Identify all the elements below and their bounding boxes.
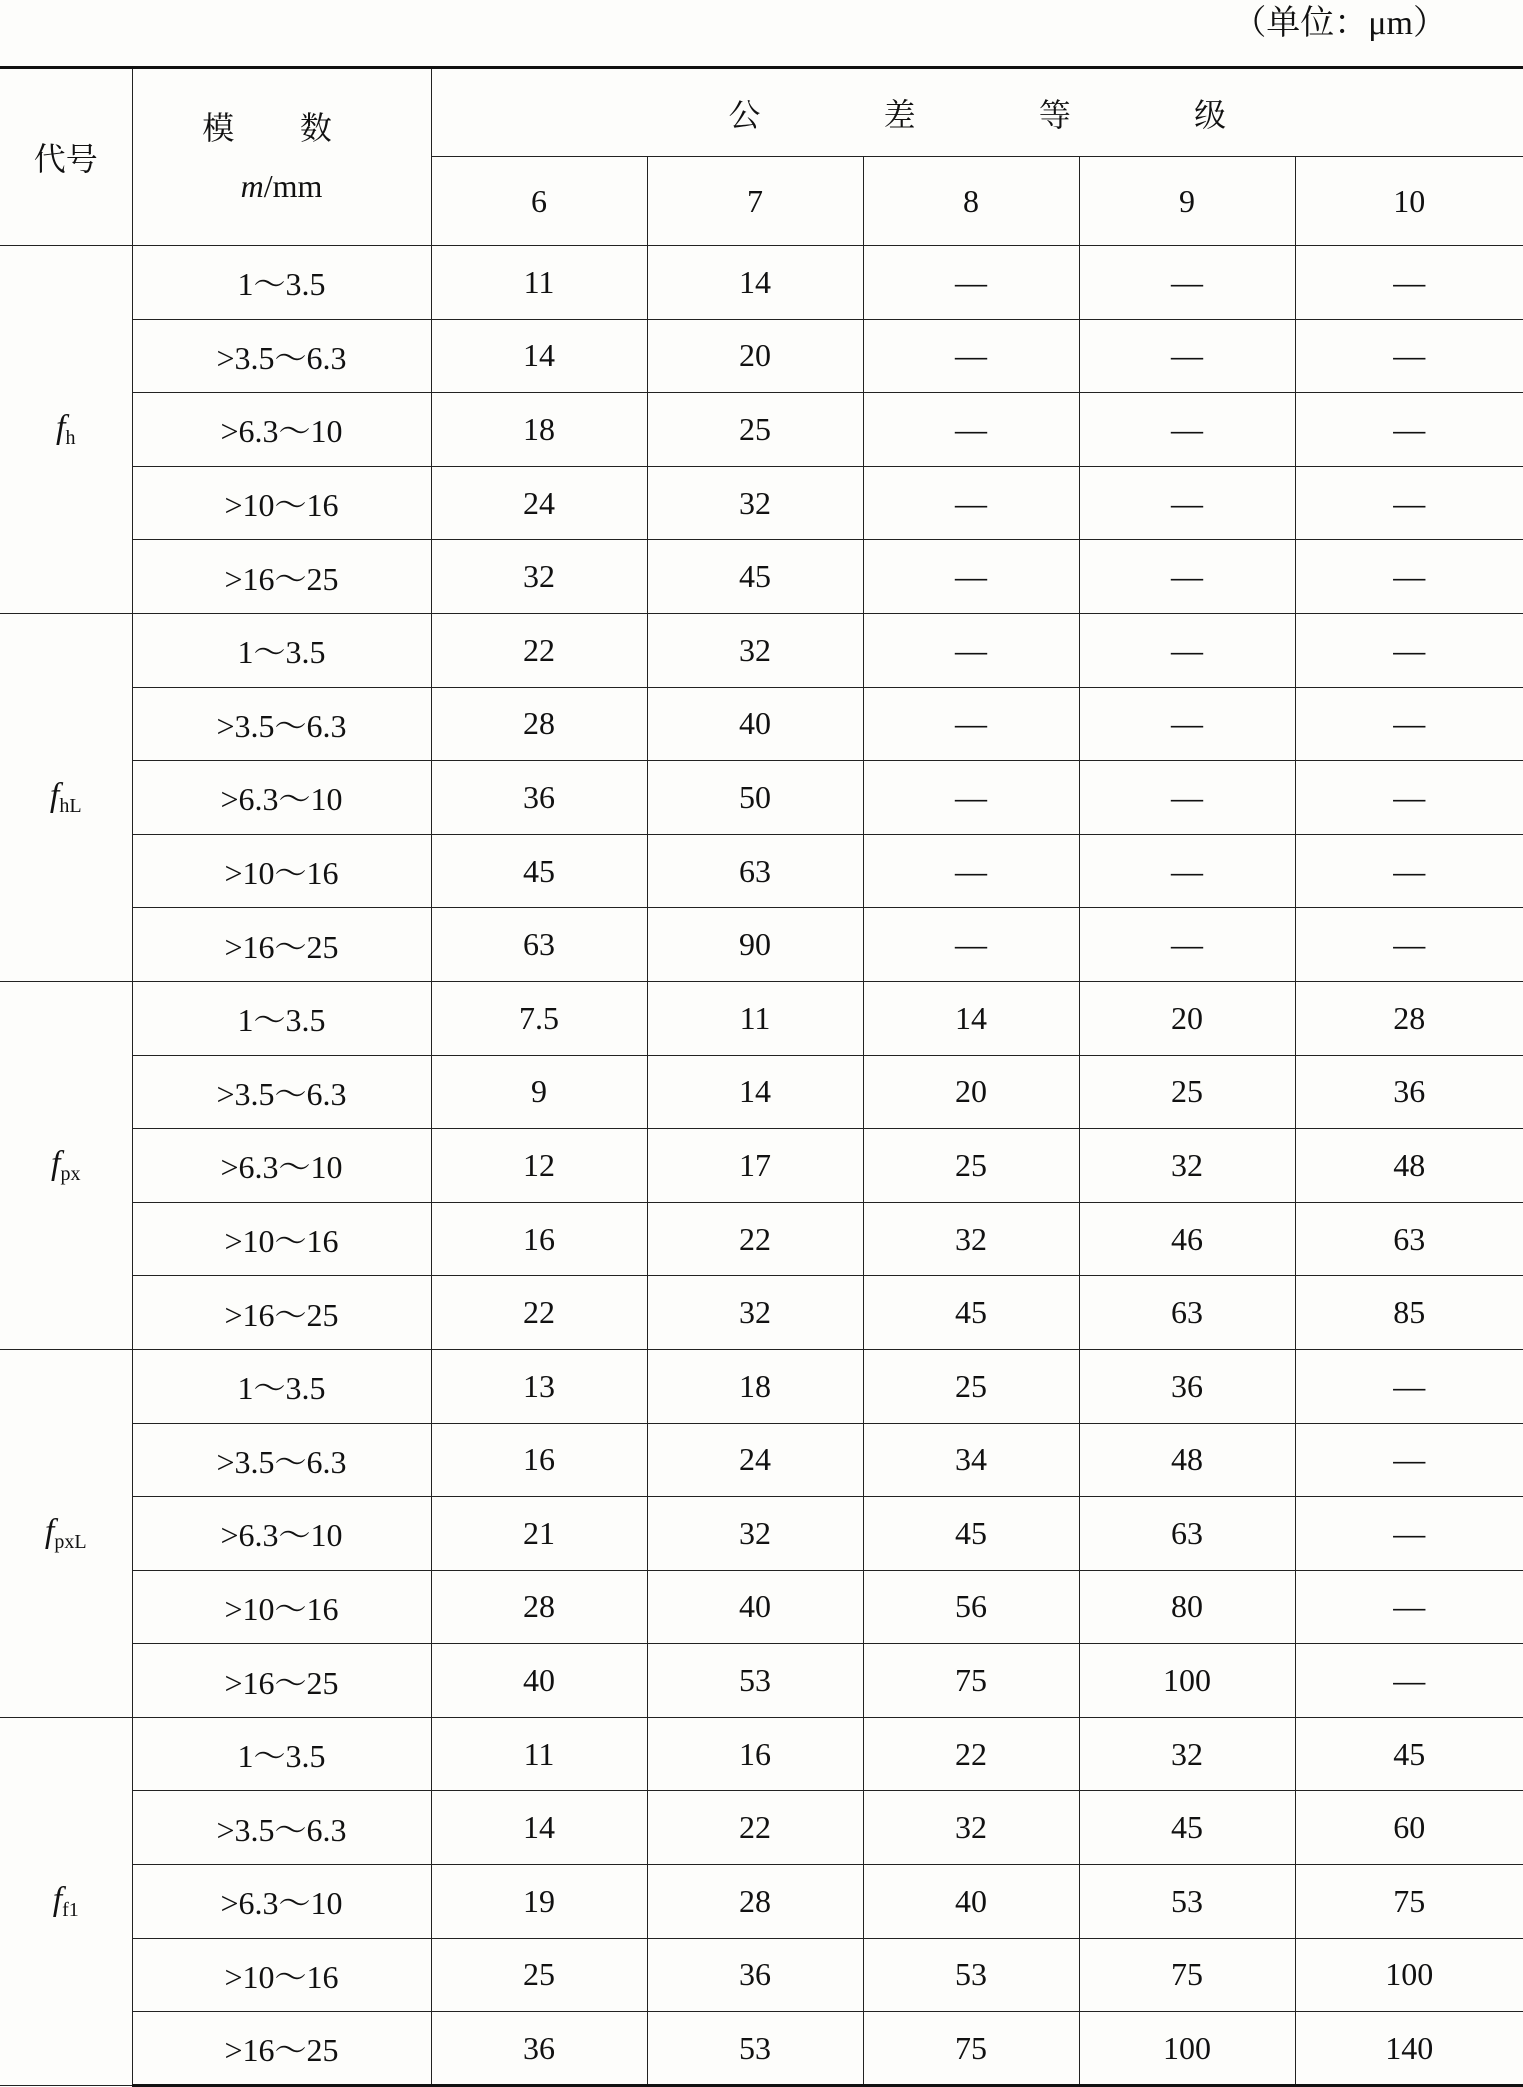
value-cell: 24 [647,1423,863,1497]
table-row [0,1129,1523,1203]
module-cell: >10～16 [132,834,431,908]
value-cell: 75 [1295,1865,1523,1939]
value-cell: — [1295,687,1523,761]
value-cell: — [1295,319,1523,393]
value-cell: 7.5 [431,981,647,1055]
value-cell: — [1079,687,1295,761]
module-cell: >10～16 [132,466,431,540]
value-cell: 16 [647,1717,863,1791]
value-cell: — [1295,1423,1523,1497]
value-cell: 16 [431,1423,647,1497]
value-cell: 25 [863,1349,1079,1423]
code-symbol: $f_{px}$ [51,1144,81,1185]
value-cell: — [1295,908,1523,982]
value-cell: 22 [431,1276,647,1350]
table-row [0,761,1523,835]
value-cell: 14 [431,1791,647,1865]
value-cell: 48 [1295,1129,1523,1203]
value-cell: 32 [647,613,863,687]
value-cell: — [1079,319,1295,393]
value-cell: — [863,834,1079,908]
grade-7: 7 [647,157,863,246]
value-cell: 50 [647,761,863,835]
module-cell: >10～16 [132,1202,431,1276]
value-cell: 14 [431,319,647,393]
value-cell: 25 [863,1129,1079,1203]
value-cell: — [1079,540,1295,614]
module-cell: >6.3～10 [132,1497,431,1571]
table-row [0,1497,1523,1571]
value-cell: — [863,613,1079,687]
code-symbol: $f_{pxL}$ [44,1512,87,1553]
value-cell: 46 [1079,1202,1295,1276]
value-cell: 63 [1295,1202,1523,1276]
module-cell: >16～25 [132,1644,431,1718]
value-cell: — [1295,1644,1523,1718]
value-cell: 75 [1079,1938,1295,2012]
value-cell: 11 [431,246,647,320]
code-symbol: $f_{hL}$ [49,776,82,817]
code-cell [0,981,132,1349]
value-cell: 75 [863,2012,1079,2086]
value-cell: 9 [431,1055,647,1129]
grade-8: 8 [863,157,1079,246]
value-cell: 75 [863,1644,1079,1718]
value-cell: 32 [431,540,647,614]
value-cell: 12 [431,1129,647,1203]
module-cell: >3.5～6.3 [132,1791,431,1865]
value-cell: 25 [1079,1055,1295,1129]
module-title: 模 数 [202,110,361,146]
code-cell [0,1717,132,2085]
value-cell: — [1295,1497,1523,1571]
value-cell: 32 [1079,1717,1295,1791]
value-cell: 100 [1079,2012,1295,2086]
value-cell: — [1295,246,1523,320]
value-cell: 40 [647,1570,863,1644]
table-row [0,1791,1523,1865]
value-cell: 53 [863,1938,1079,2012]
value-cell: 17 [647,1129,863,1203]
value-cell: 63 [1079,1276,1295,1350]
value-cell: — [863,393,1079,467]
value-cell: 45 [1295,1717,1523,1791]
table-row [0,393,1523,467]
value-cell: 53 [647,2012,863,2086]
value-cell: 53 [647,1644,863,1718]
value-cell: 40 [431,1644,647,1718]
module-cell: >16～25 [132,540,431,614]
module-cell: 1～3.5 [132,981,431,1055]
value-cell: — [863,687,1079,761]
module-cell: >10～16 [132,1938,431,2012]
code-cell [0,246,132,614]
value-cell: — [1079,613,1295,687]
value-cell: 32 [863,1202,1079,1276]
value-cell: 20 [863,1055,1079,1129]
table-row [0,834,1523,908]
value-cell: — [1079,761,1295,835]
module-cell: >6.3～10 [132,1129,431,1203]
module-cell: >3.5～6.3 [132,1423,431,1497]
value-cell: 53 [1079,1865,1295,1939]
value-cell: 32 [647,1276,863,1350]
value-cell: 63 [647,834,863,908]
value-cell: 20 [1079,981,1295,1055]
module-cell: >3.5～6.3 [132,1055,431,1129]
module-cell: >6.3～10 [132,1865,431,1939]
table-row [0,1570,1523,1644]
value-cell: 14 [647,1055,863,1129]
table-row [0,466,1523,540]
tolerance-table [0,66,1523,2087]
table-row [0,246,1523,320]
value-cell: 13 [431,1349,647,1423]
value-cell: 140 [1295,2012,1523,2086]
module-cell: 1～3.5 [132,1717,431,1791]
value-cell: — [1295,466,1523,540]
table-row [0,1276,1523,1350]
table-row [0,613,1523,687]
module-cell: >3.5～6.3 [132,687,431,761]
value-cell: — [1079,246,1295,320]
value-cell: 32 [647,1497,863,1571]
value-cell: — [1295,1349,1523,1423]
value-cell: 14 [647,246,863,320]
value-cell: 32 [863,1791,1079,1865]
value-cell: 63 [1079,1497,1295,1571]
module-cell: >16～25 [132,2012,431,2086]
module-cell: >6.3～10 [132,761,431,835]
module-cell: >6.3～10 [132,393,431,467]
table-row [0,1865,1523,1939]
value-cell: — [863,466,1079,540]
value-cell: 18 [647,1349,863,1423]
module-cell: 1～3.5 [132,613,431,687]
value-cell: — [1295,761,1523,835]
table-row [0,319,1523,393]
value-cell: 85 [1295,1276,1523,1350]
table-body [0,246,1523,2086]
table-row [0,1349,1523,1423]
value-cell: — [863,761,1079,835]
value-cell: 40 [863,1865,1079,1939]
code-symbol: $f_{f1}$ [52,1880,79,1921]
value-cell: 36 [431,2012,647,2086]
table-row [0,908,1523,982]
table-row [0,540,1523,614]
table-row [0,1055,1523,1129]
value-cell: 19 [431,1865,647,1939]
value-cell: 45 [431,834,647,908]
table-header [0,68,1523,246]
value-cell: — [863,246,1079,320]
value-cell: 22 [647,1202,863,1276]
code-symbol: $f_h$ [56,408,76,449]
value-cell: — [1295,1570,1523,1644]
value-cell: 21 [431,1497,647,1571]
value-cell: 28 [431,1570,647,1644]
value-cell: 90 [647,908,863,982]
value-cell: 20 [647,319,863,393]
value-cell: 28 [1295,981,1523,1055]
value-cell: 25 [647,393,863,467]
value-cell: — [1079,834,1295,908]
value-cell: 36 [647,1938,863,2012]
grade-header: 公 差 等 级 [431,68,1523,157]
code-cell [0,613,132,981]
value-cell: 63 [431,908,647,982]
value-cell: 32 [1079,1129,1295,1203]
value-cell: — [1079,908,1295,982]
value-cell: — [1295,613,1523,687]
module-cell: 1～3.5 [132,1349,431,1423]
value-cell: — [863,319,1079,393]
value-cell: 16 [431,1202,647,1276]
grade-6: 6 [431,157,647,246]
code-cell [0,1349,132,1717]
value-cell: 48 [1079,1423,1295,1497]
module-unit-label: m/mm [240,168,323,204]
value-cell: 60 [1295,1791,1523,1865]
value-cell: — [1295,393,1523,467]
value-cell: 22 [431,613,647,687]
value-cell: — [1079,466,1295,540]
value-cell: — [863,908,1079,982]
module-cell: >10～16 [132,1570,431,1644]
value-cell: — [1295,834,1523,908]
table-row [0,1717,1523,1791]
module-cell: >3.5～6.3 [132,319,431,393]
value-cell: 11 [647,981,863,1055]
value-cell: 22 [647,1791,863,1865]
value-cell: — [1295,540,1523,614]
value-cell: 45 [1079,1791,1295,1865]
value-cell: 22 [863,1717,1079,1791]
value-cell: — [1079,393,1295,467]
table-row [0,2012,1523,2086]
value-cell: 100 [1295,1938,1523,2012]
value-cell: 36 [1079,1349,1295,1423]
value-cell: 45 [863,1497,1079,1571]
module-cell: >16～25 [132,1276,431,1350]
value-cell: — [863,540,1079,614]
code-header: 代号 [0,68,132,246]
module-header [132,68,431,246]
value-cell: 11 [431,1717,647,1791]
table-row [0,1644,1523,1718]
value-cell: 18 [431,393,647,467]
unit-note: （单位：μm） [1232,5,1447,42]
module-cell: 1～3.5 [132,246,431,320]
value-cell: 40 [647,687,863,761]
header-row-1 [0,68,1523,157]
value-cell: 25 [431,1938,647,2012]
value-cell: 28 [431,687,647,761]
table-row [0,1938,1523,2012]
value-cell: 56 [863,1570,1079,1644]
value-cell: 24 [431,466,647,540]
table-row [0,1423,1523,1497]
table-row [0,1202,1523,1276]
grade-10: 10 [1295,157,1523,246]
value-cell: 36 [1295,1055,1523,1129]
module-cell: >16～25 [132,908,431,982]
value-cell: 45 [863,1276,1079,1350]
value-cell: 80 [1079,1570,1295,1644]
value-cell: 32 [647,466,863,540]
value-cell: 34 [863,1423,1079,1497]
table-row [0,687,1523,761]
value-cell: 36 [431,761,647,835]
value-cell: 100 [1079,1644,1295,1718]
value-cell: 28 [647,1865,863,1939]
grade-9: 9 [1079,157,1295,246]
value-cell: 45 [647,540,863,614]
value-cell: 14 [863,981,1079,1055]
table-row [0,981,1523,1055]
